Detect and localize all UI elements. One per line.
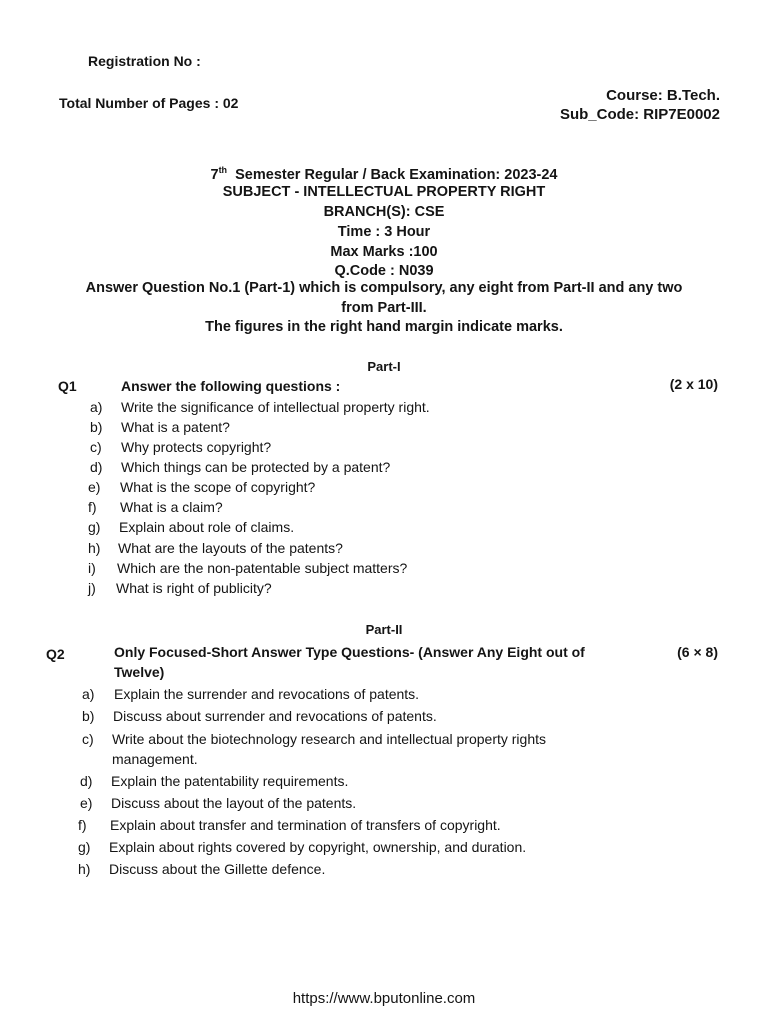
q1-marks: (2 x 10) [669,376,718,392]
q2-number: Q2 [46,646,65,662]
branch-line: BRANCH(S): CSE [323,204,445,220]
part2-label: Part-II [365,622,403,637]
q1-item-label: c) [90,439,102,455]
q1-item-label: f) [88,499,97,515]
semester-line: 7th Semester Regular / Back Examination: 2023-24 [210,165,558,183]
q1-number: Q1 [58,378,77,394]
q2-item-label: a) [82,686,95,702]
q2-item-label: b) [82,708,95,724]
q1-item-label: g) [88,519,101,535]
registration-label: Registration No : [88,53,201,69]
q2-item-text: Write about the biotechnology research and intellectual property rights [112,731,546,747]
q2-item-label: d) [80,773,93,789]
part1-label: Part-I [367,359,401,374]
q1-item-text: Write the significance of intellectual property right. [121,399,430,415]
instruction-line-1: Answer Question No.1 (Part-1) which is compulsory, any eight from Part-II and any two [85,280,683,296]
time-line: Time : 3 Hour [337,224,431,240]
q1-item-label: a) [90,399,103,415]
q1-item-text: What is a patent? [121,419,230,435]
total-pages: Total Number of Pages : 02 [59,95,239,111]
q1-item-text: What is a claim? [120,499,223,515]
q1-item-label: i) [88,560,96,576]
q1-item-text: What is the scope of copyright? [120,479,316,495]
q1-heading: Answer the following questions : [121,378,341,394]
q2-item-label: e) [80,795,93,811]
q2-item-label: g) [78,839,91,855]
course-label: Course: B.Tech. [606,87,720,104]
q1-item-text: Which are the non-patentable subject matters? [117,560,408,576]
q1-item-text: Why protects copyright? [121,439,272,455]
q2-item-text: Discuss about surrender and revocations of patents. [113,708,437,724]
subject-line: SUBJECT - INTELLECTUAL PROPERTY RIGHT [222,184,546,200]
q2-heading-1: Only Focused-Short Answer Type Questions- (Answer Any Eight out of [114,644,585,660]
instruction-line-3: The figures in the right hand margin indicate marks. [205,319,563,335]
q2-item-label: f) [78,817,87,833]
q1-item-text: Which things can be protected by a patent? [121,459,391,475]
q2-item-text: Explain the surrender and revocations of patents. [114,686,420,702]
qcode-line: Q.Code : N039 [334,263,434,279]
q1-item-label: h) [88,540,101,556]
q2-item-label: c) [82,731,94,747]
q2-item-text: Explain about transfer and termination of transfers of copyright. [110,817,501,833]
sub-code: Sub_Code: RIP7E0002 [559,106,720,123]
q2-item-text: Discuss about the Gillette defence. [109,861,326,877]
max-marks-line: Max Marks :100 [330,244,438,260]
q2-item-label: h) [78,861,91,877]
q2-item-text: Explain the patentability requirements. [111,773,349,789]
q2-marks: (6 × 8) [677,644,718,660]
q2-heading-2: Twelve) [114,664,165,680]
q1-item-label: j) [88,580,96,596]
q1-item-label: d) [90,459,103,475]
q2-item-text-cont: management. [112,751,198,767]
footer-url[interactable]: https://www.bputonline.com [292,990,476,1007]
q1-item-label: e) [88,479,101,495]
q1-item-text: What is right of publicity? [116,580,272,596]
q1-item-text: Explain about role of claims. [119,519,295,535]
q2-item-text: Discuss about the layout of the patents. [111,795,357,811]
q1-item-text: What are the layouts of the patents? [118,540,343,556]
q2-item-text: Explain about rights covered by copyright, ownership, and duration. [109,839,527,855]
instruction-line-2: from Part-III. [341,300,427,316]
q1-item-label: b) [90,419,103,435]
